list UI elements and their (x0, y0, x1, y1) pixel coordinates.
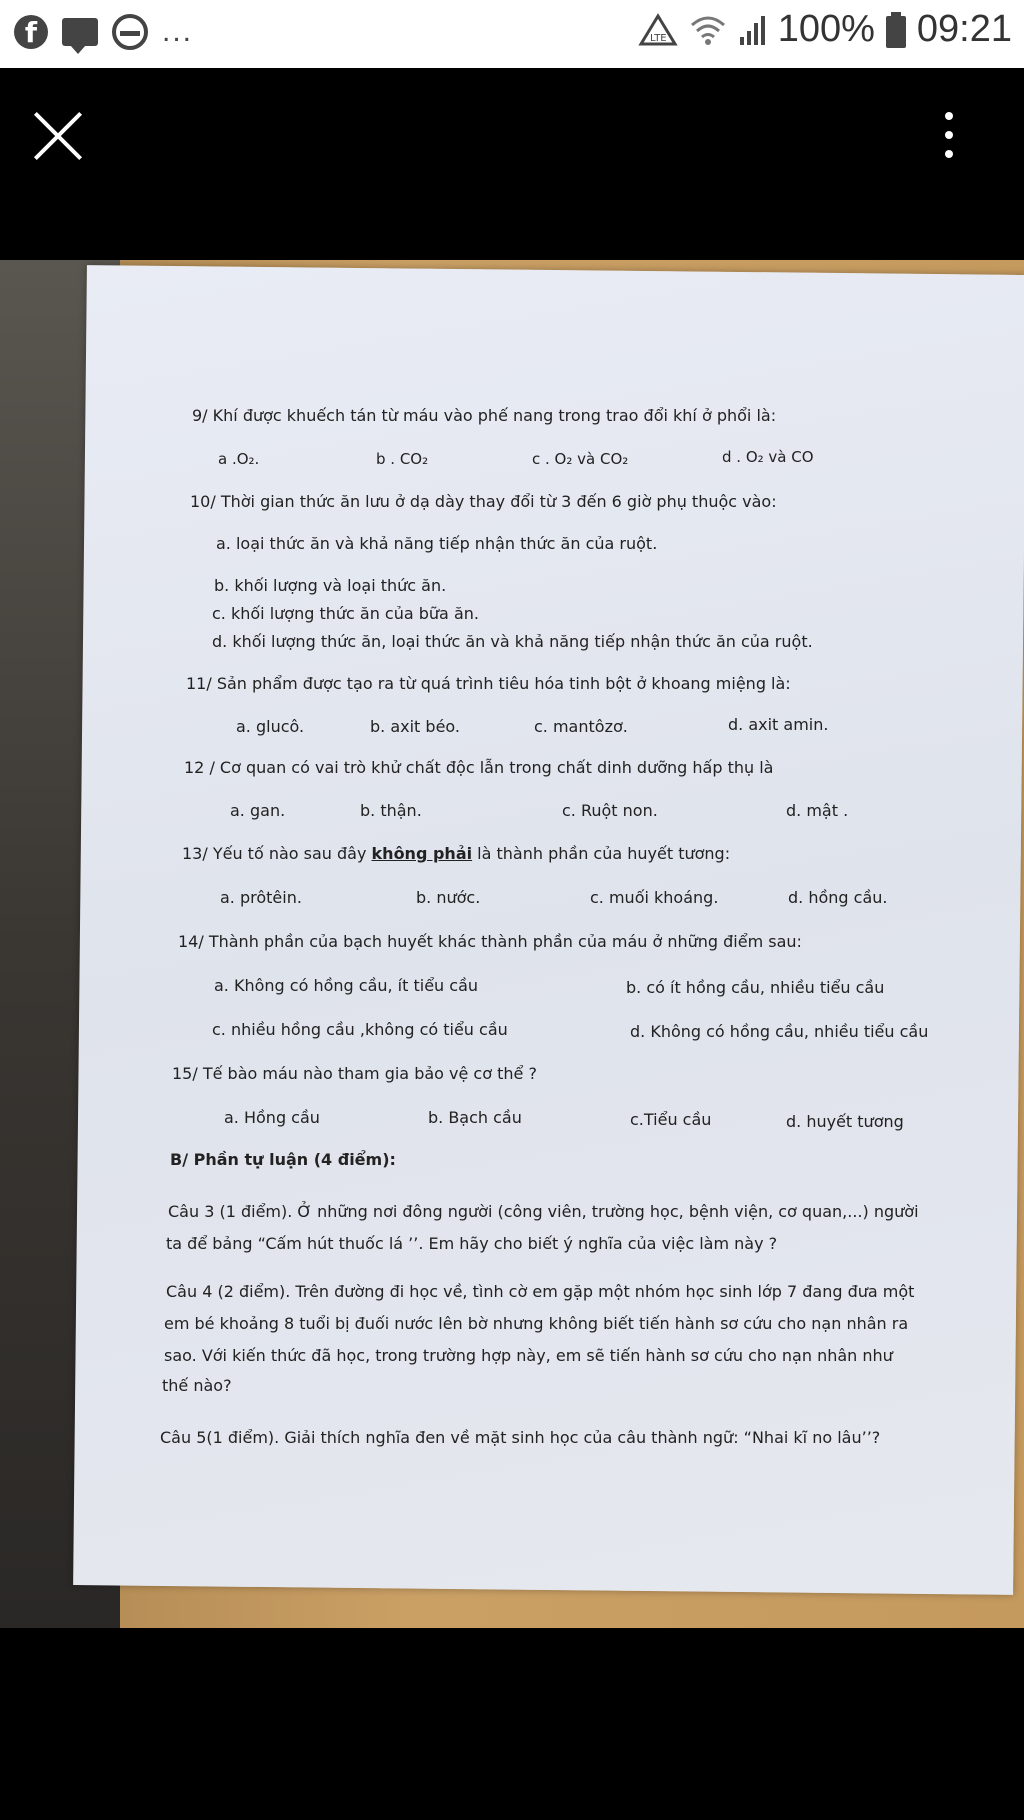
do-not-disturb-icon (112, 14, 148, 50)
q14-option-b: b. có ít hồng cầu, nhiều tiểu cầu (626, 978, 885, 997)
svg-text:LTE: LTE (649, 32, 667, 44)
clock: 09:21 (916, 8, 1012, 50)
q15-option-d: d. huyết tương (786, 1112, 904, 1131)
q11-option-c: c. mantôzơ. (534, 717, 628, 736)
q13-option-b: b. nước. (416, 888, 481, 907)
q12-title: 12 / Cơ quan có vai trò khử chất độc lẫn trong chất dinh dưỡng hấp thụ là (184, 758, 774, 777)
cau3-line-2: ta để bảng “Cấm hút thuốc lá ’’. Em hãy cho biết ý nghĩa của việc làm này ? (166, 1234, 778, 1253)
q9-title: 9/ Khí được khuếch tán từ máu vào phế nang trong trao đổi khí ở phổi là: (192, 406, 777, 425)
q12-option-b: b. thận. (360, 801, 422, 820)
cau4-line-2: em bé khoảng 8 tuổi bị đuối nước lên bờ nhưng không biết tiến hành sơ cứu cho nạn nhân ra (164, 1314, 909, 1333)
q14-option-a: a. Không có hồng cầu, ít tiểu cầu (214, 976, 479, 995)
more-notifications-indicator: ... (162, 15, 194, 48)
facebook-icon: f (14, 15, 48, 49)
q10-option-b: b. khối lượng và loại thức ăn. (214, 576, 447, 595)
q9-option-d: d . O₂ và CO (722, 448, 814, 466)
viewer-toolbar (0, 68, 1024, 260)
battery-icon (885, 11, 907, 49)
q10-option-d: d. khối lượng thức ăn, loại thức ăn và khả năng tiếp nhận thức ăn của ruột. (212, 632, 813, 651)
q12-option-d: d. mật . (786, 801, 849, 820)
q10-option-c: c. khối lượng thức ăn của bữa ăn. (212, 604, 479, 623)
q13-option-a: a. prôtêin. (220, 888, 302, 907)
q11-option-a: a. glucô. (236, 717, 305, 736)
q14-title: 14/ Thành phần của bạch huyết khác thành phần của máu ở những điểm sau: (178, 932, 802, 951)
cau5-line: Câu 5(1 điểm). Giải thích nghĩa đen về mặt sinh học của câu thành ngữ: “Nhai kĩ no lâu’’? (160, 1428, 881, 1447)
q13-option-c: c. muối khoáng. (590, 888, 719, 907)
q9-option-a: a .O₂. (218, 450, 260, 468)
data-saver-icon (638, 13, 678, 47)
signal-icon (738, 13, 768, 47)
q15-option-a: a. Hồng cầu (224, 1108, 320, 1127)
photo-view[interactable] (0, 260, 1024, 1628)
q10-option-a: a. loại thức ăn và khả năng tiếp nhận thức ăn của ruột. (216, 534, 658, 553)
more-options-icon[interactable] (940, 112, 958, 158)
q14-option-c: c. nhiều hồng cầu ,không có tiểu cầu (212, 1020, 508, 1039)
q11-option-d: d. axit amin. (728, 715, 829, 734)
exam-text (0, 260, 1024, 1628)
q15-title: 15/ Tế bào máu nào tham gia bảo vệ cơ thể ? (172, 1064, 537, 1083)
battery-percentage: 100% (777, 8, 875, 50)
q9-option-c: c . O₂ và CO₂ (532, 450, 629, 468)
cau4-line-3: sao. Với kiến thức đã học, trong trường hợp này, em sẽ tiến hành sơ cứu cho nạn nhân như (164, 1346, 893, 1365)
q13-option-d: d. hồng cầu. (788, 888, 888, 907)
wifi-icon (688, 13, 728, 47)
q15-option-c: c.Tiểu cầu (630, 1110, 712, 1129)
status-bar (0, 0, 1024, 68)
cau4-line-4: thế nào? (162, 1376, 232, 1395)
system-status (638, 8, 1012, 51)
cau3-line-1: Câu 3 (1 điểm). Ở những nơi đông người (công viên, trường học, bệnh viện, cơ quan,...) người (168, 1202, 919, 1221)
q12-option-c: c. Ruột non. (562, 801, 658, 820)
q9-option-b: b . CO₂ (376, 450, 429, 468)
q11-title: 11/ Sản phẩm được tạo ra từ quá trình tiêu hóa tinh bột ở khoang miệng là: (186, 674, 791, 693)
q14-option-d: d. Không có hồng cầu, nhiều tiểu cầu (630, 1022, 929, 1041)
message-icon (62, 18, 98, 46)
section-b-heading: B/ Phần tự luận (4 điểm): (170, 1150, 396, 1169)
q10-title: 10/ Thời gian thức ăn lưu ở dạ dày thay đổi từ 3 đến 6 giờ phụ thuộc vào: (190, 492, 777, 511)
q12-option-a: a. gan. (230, 801, 286, 820)
q11-option-b: b. axit béo. (370, 717, 460, 736)
q15-option-b: b. Bạch cầu (428, 1108, 522, 1127)
cau4-line-1: Câu 4 (2 điểm). Trên đường đi học về, tình cờ em gặp một nhóm học sinh lớp 7 đang đưa một (166, 1282, 915, 1301)
close-icon[interactable] (30, 108, 86, 164)
notification-icons (14, 14, 193, 50)
viewer-bottom-area (0, 1628, 1024, 1820)
q13-title: 13/ Yếu tố nào sau đây không phải là thành phần của huyết tương: (182, 844, 731, 863)
